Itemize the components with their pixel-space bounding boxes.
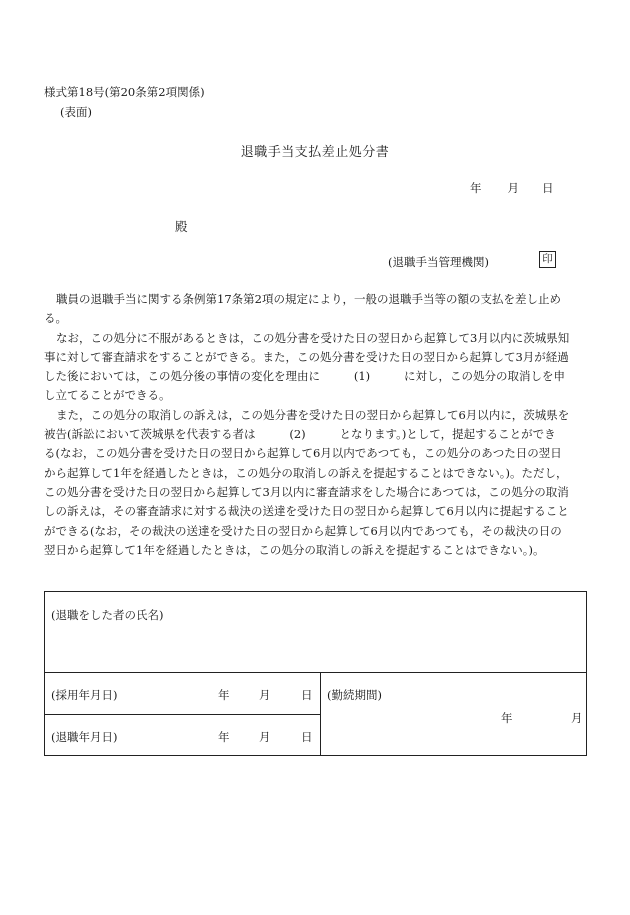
body-line: この処分書を受けた日の翌日から起算して3月以内に審査請求をした場合にあつては，この処分の取消 — [44, 484, 569, 499]
service-months: 月 — [571, 711, 583, 725]
body-fragment: した後においては，この処分後の事情の変化を理由に — [44, 369, 320, 384]
body-line: る。 — [44, 311, 67, 326]
body-line: しの訴えは，その審査請求に対する裁決の送達を受けた日の翌日から起算して6月以内に提起すること — [44, 504, 569, 519]
table-divider — [320, 672, 321, 755]
issue-date — [470, 180, 554, 196]
retire-date-label: (退職年月日) — [51, 730, 118, 744]
blank-1: (1) — [353, 369, 371, 384]
service-years: 年 — [501, 711, 513, 725]
body-line: ができる(なお，その裁決の送達を受けた日の翌日から起算して6月以内であつても，その裁決の日の — [44, 523, 562, 538]
side-label: (表面) — [60, 105, 92, 119]
retire-year: 年 — [218, 730, 230, 744]
body-line — [44, 367, 606, 386]
seal-mark: 印 — [539, 251, 556, 268]
retiree-name-label: (退職をした者の氏名) — [51, 608, 164, 622]
table-divider — [45, 672, 586, 673]
body-line: る(なお，この処分書を受けた日の翌日から起算して6月以内であつても，この処分のあつた日の翌日 — [44, 446, 562, 461]
retiree-info-table — [44, 591, 587, 756]
retire-day: 日 — [301, 730, 313, 744]
table-divider — [45, 714, 320, 715]
body-line: し立てることができる。 — [44, 388, 171, 403]
hire-day: 日 — [301, 688, 313, 702]
body-line: 翌日から起算して1年を経過したときは，この処分の取消しの訴えを提起することはできない。)。 — [44, 542, 545, 557]
body-line: また，この処分の取消しの訴えは，この処分書を受けた日の翌日から起算して6月以内に，茨城県を — [56, 407, 570, 422]
hire-year: 年 — [218, 688, 230, 702]
retire-month: 月 — [259, 730, 271, 744]
body-fragment: 被告(訴訟において茨城県を代表する者は — [44, 427, 256, 442]
disposition-body — [44, 290, 606, 560]
body-line: なお，この処分に不服があるときは，この処分書を受けた日の翌日から起算して3月以内に茨城県知 — [56, 330, 570, 345]
body-line: から起算して1年を経過したときは，この処分の取消しの訴えを提起することはできない。)。ただし， — [44, 465, 568, 480]
date-month: 月 — [507, 181, 519, 195]
date-day: 日 — [542, 181, 554, 195]
body-fragment: に対し，この処分の取消しを申 — [404, 369, 565, 384]
body-fragment: となります。)として，提起することができ — [339, 427, 556, 442]
form-number: 様式第18号(第20条第2項関係) — [44, 85, 205, 99]
addressee-suffix: 殿 — [175, 219, 188, 234]
service-period-label: (勤続期間) — [327, 688, 382, 702]
body-line — [44, 425, 606, 444]
blank-2: (2) — [289, 427, 306, 442]
body-line: 職員の退職手当に関する条例第17条第2項の規定により，一般の退職手当等の額の支払を差し止め — [56, 292, 561, 306]
hire-date-label: (採用年月日) — [51, 688, 118, 702]
date-year: 年 — [470, 181, 482, 195]
hire-month: 月 — [259, 688, 271, 702]
authority-label: (退職手当管理機関) — [388, 255, 489, 269]
body-line: 事に対して審査請求をすることができる。また，この処分書を受けた日の翌日から起算して3月が経過 — [44, 349, 569, 364]
document-title: 退職手当支払差止処分書 — [240, 145, 390, 160]
